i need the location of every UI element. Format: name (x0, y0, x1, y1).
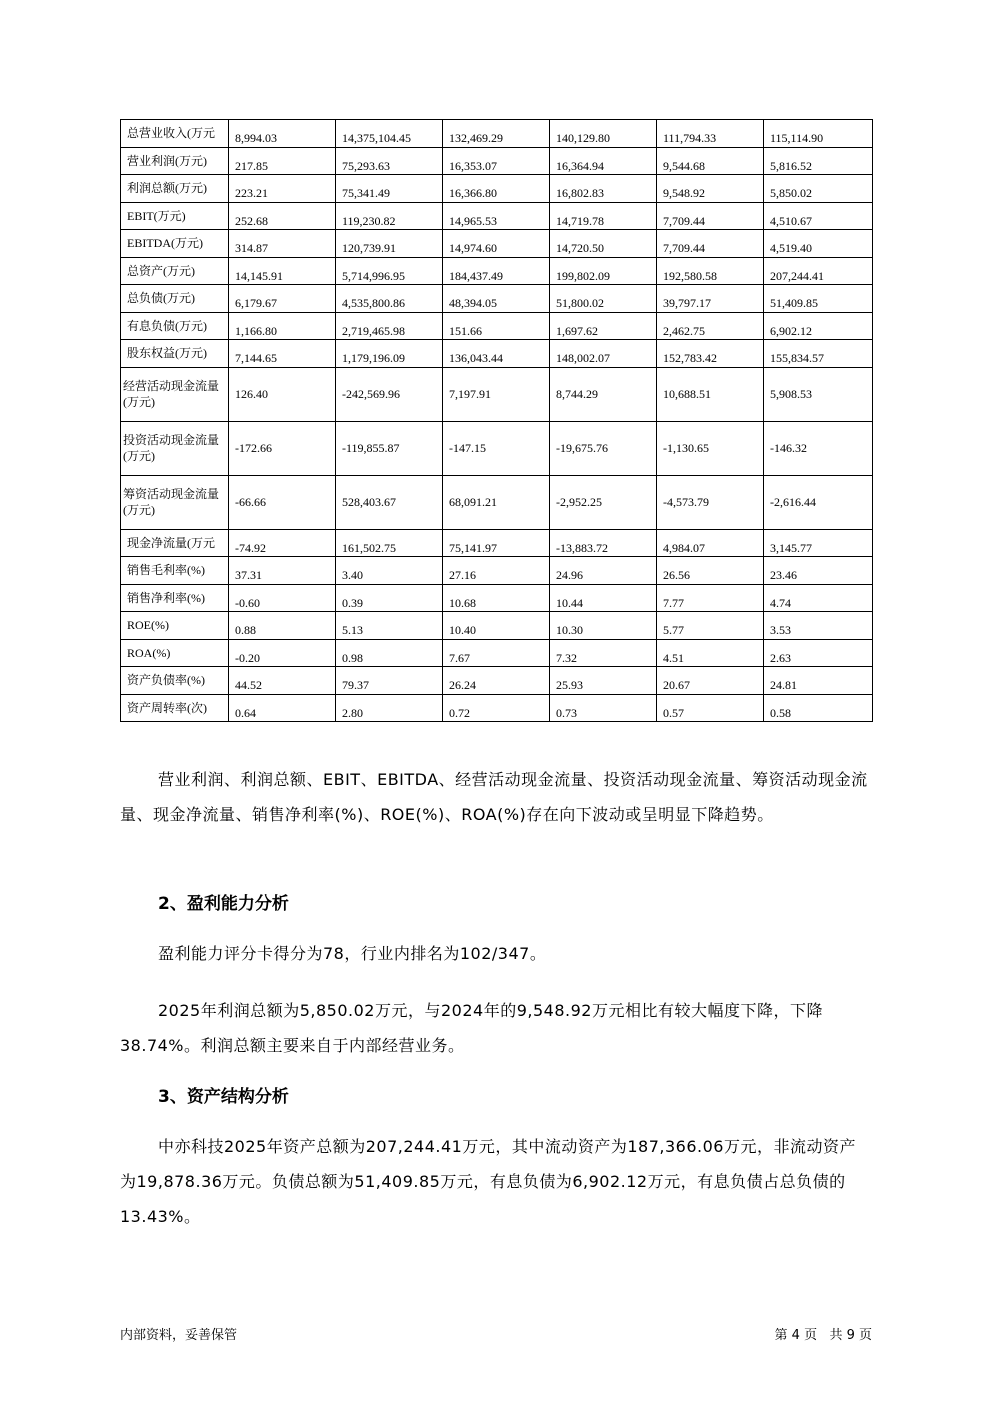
table-cell (657, 612, 764, 640)
table-row (121, 147, 873, 175)
cell-value: 140,129.80 (556, 131, 610, 146)
table-cell (229, 175, 336, 203)
table-cell (443, 340, 550, 368)
cell-value: 2,462.75 (663, 323, 705, 338)
cell-value: 126.40 (235, 387, 268, 401)
cell-value: -66.66 (235, 495, 266, 509)
row-label: 销售毛利率(%) (121, 557, 229, 585)
table-cell (657, 147, 764, 175)
table-cell (229, 230, 336, 258)
cell-value: 3,145.77 (770, 540, 812, 555)
table-cell (336, 612, 443, 640)
cell-value: 6,902.12 (770, 323, 812, 338)
table-cell (336, 257, 443, 285)
table-cell (764, 285, 873, 313)
cell-value: 75,341.49 (342, 186, 390, 201)
table-cell (657, 230, 764, 258)
table-cell (443, 312, 550, 340)
table-cell (443, 584, 550, 612)
cell-value: 14,145.91 (235, 268, 283, 283)
table-cell (550, 367, 657, 421)
cell-value: 0.88 (235, 623, 256, 638)
table-row (121, 557, 873, 585)
cell-value: 7,709.44 (663, 213, 705, 228)
table-cell (229, 639, 336, 667)
table-cell (336, 421, 443, 475)
summary-paragraph: 营业利润、利润总额、EBIT、EBITDA、经营活动现金流量、投资活动现金流量、筹资活动现金流量、现金净流量、销售净利率(%)、ROE(%)、ROA(%)存在向下波动或呈明显下降趋势。 (120, 770, 868, 824)
table-cell (764, 421, 873, 475)
cell-value: 314.87 (235, 241, 268, 256)
table-cell (443, 367, 550, 421)
cell-value: 14,965.53 (449, 213, 497, 228)
table-row (121, 475, 873, 529)
cell-value: 25.93 (556, 678, 583, 693)
table-cell (336, 529, 443, 557)
cell-value: 7.77 (663, 595, 684, 610)
cell-value: 6,179.67 (235, 296, 277, 311)
cell-value: 0.57 (663, 705, 684, 720)
cell-value: 119,230.82 (342, 213, 396, 228)
table-cell (657, 421, 764, 475)
table-cell (764, 257, 873, 285)
cell-value: -19,675.76 (556, 441, 608, 455)
cell-value: 5,816.52 (770, 158, 812, 173)
cell-value: 184,437.49 (449, 268, 503, 283)
table-cell (657, 694, 764, 722)
table-cell (336, 312, 443, 340)
cell-value: -146.32 (770, 441, 807, 455)
cell-value: 48,394.05 (449, 296, 497, 311)
table-cell (764, 230, 873, 258)
table-cell (336, 639, 443, 667)
cell-value: 8,744.29 (556, 387, 598, 401)
table-cell (550, 257, 657, 285)
cell-value: 1,697.62 (556, 323, 598, 338)
cell-value: 9,548.92 (663, 186, 705, 201)
table-cell (764, 147, 873, 175)
table-cell (229, 557, 336, 585)
table-row (121, 340, 873, 368)
cell-value: 199,802.09 (556, 268, 610, 283)
table-cell (764, 584, 873, 612)
table-cell (550, 147, 657, 175)
table-cell (336, 367, 443, 421)
table-cell (657, 639, 764, 667)
cell-value: -242,569.96 (342, 387, 400, 401)
row-label: 总营业收入(万元 (121, 120, 229, 148)
cell-value: 7.67 (449, 650, 470, 665)
table-cell (764, 475, 873, 529)
row-label: EBIT(万元) (121, 202, 229, 230)
cell-value: -119,855.87 (342, 441, 400, 455)
cell-value: 7,709.44 (663, 241, 705, 256)
table-cell (443, 202, 550, 230)
table-cell (657, 340, 764, 368)
table-cell (550, 612, 657, 640)
row-label: 筹资活动现金流量(万元) (121, 475, 229, 529)
cell-value: 4.74 (770, 595, 791, 610)
table-row (121, 529, 873, 557)
table-row (121, 421, 873, 475)
section-heading-asset-structure: 3、资产结构分析 (158, 1087, 289, 1107)
cell-value: 75,141.97 (449, 540, 497, 555)
cell-value: -0.20 (235, 650, 260, 665)
cell-value: 4,519.40 (770, 241, 812, 256)
table-row (121, 639, 873, 667)
cell-value: 10,688.51 (663, 387, 711, 401)
cell-value: 217.85 (235, 158, 268, 173)
cell-value: 14,375,104.45 (342, 131, 411, 146)
table-cell (657, 529, 764, 557)
cell-value: -172.66 (235, 441, 272, 455)
table-cell (229, 285, 336, 313)
cell-value: 5.77 (663, 623, 684, 638)
cell-value: 5,908.53 (770, 387, 812, 401)
cell-value: 0.58 (770, 705, 791, 720)
cell-value: 7.32 (556, 650, 577, 665)
cell-value: -74.92 (235, 540, 266, 555)
row-label: 销售净利率(%) (121, 584, 229, 612)
table-row (121, 612, 873, 640)
cell-value: -2,952.25 (556, 495, 602, 509)
table-cell (550, 694, 657, 722)
table-cell (550, 202, 657, 230)
cell-value: 5,714,996.95 (342, 268, 405, 283)
cell-value: 14,974.60 (449, 241, 497, 256)
table-cell (229, 257, 336, 285)
cell-value: 16,364.94 (556, 158, 604, 173)
table-cell (336, 475, 443, 529)
cell-value: 0.39 (342, 595, 363, 610)
table-cell (550, 120, 657, 148)
table-cell (336, 694, 443, 722)
table-cell (764, 694, 873, 722)
table-cell (443, 175, 550, 203)
cell-value: 207,244.41 (770, 268, 824, 283)
table-cell (229, 120, 336, 148)
asset-structure-paragraph: 中亦科技2025年资产总额为207,244.41万元，其中流动资产为187,366.06万元，非流动资产为19,878.36万元。负债总额为51,409.85万元，有息负债为6,902.12万元，有息负债占总负债的13.43%。 (120, 1137, 856, 1226)
cell-value: -4,573.79 (663, 495, 709, 509)
row-label: 营业利润(万元) (121, 147, 229, 175)
cell-value: 26.24 (449, 678, 476, 693)
cell-value: 7,197.91 (449, 387, 491, 401)
cell-value: 39,797.17 (663, 296, 711, 311)
table-cell (764, 175, 873, 203)
row-label: 股东权益(万元) (121, 340, 229, 368)
table-cell (443, 285, 550, 313)
table-cell (657, 667, 764, 695)
cell-value: 79.37 (342, 678, 369, 693)
table-cell (657, 557, 764, 585)
cell-value: 16,366.80 (449, 186, 497, 201)
cell-value: 44.52 (235, 678, 262, 693)
table-cell (229, 367, 336, 421)
table-cell (443, 667, 550, 695)
cell-value: 27.16 (449, 568, 476, 583)
table-cell (550, 475, 657, 529)
cell-value: 24.96 (556, 568, 583, 583)
cell-value: 4,535,800.86 (342, 296, 405, 311)
table-cell (764, 529, 873, 557)
table-cell (550, 340, 657, 368)
cell-value: 1,179,196.09 (342, 351, 405, 366)
cell-value: 151.66 (449, 323, 482, 338)
table-row (121, 667, 873, 695)
table-cell (657, 475, 764, 529)
cell-value: 68,091.21 (449, 495, 497, 509)
table-cell (764, 639, 873, 667)
table-row (121, 120, 873, 148)
cell-value: 3.53 (770, 623, 791, 638)
cell-value: 252.68 (235, 213, 268, 228)
table-cell (764, 557, 873, 585)
table-cell (229, 421, 336, 475)
table-cell (336, 557, 443, 585)
row-label: 利润总额(万元) (121, 175, 229, 203)
table-cell (336, 230, 443, 258)
row-label: 现金净流量(万元 (121, 529, 229, 557)
table-row (121, 175, 873, 203)
financial-table-body (121, 120, 873, 722)
row-label: 经营活动现金流量(万元) (121, 367, 229, 421)
cell-value: 0.72 (449, 705, 470, 720)
table-row (121, 285, 873, 313)
table-cell (443, 612, 550, 640)
cell-value: 20.67 (663, 678, 690, 693)
table-cell (229, 529, 336, 557)
table-cell (229, 694, 336, 722)
cell-value: 161,502.75 (342, 540, 396, 555)
cell-value: 8,994.03 (235, 131, 277, 146)
cell-value: 16,802.83 (556, 186, 604, 201)
table-cell (336, 584, 443, 612)
cell-value: 2,719,465.98 (342, 323, 405, 338)
table-row (121, 694, 873, 722)
table-cell (229, 667, 336, 695)
table-cell (336, 120, 443, 148)
table-cell (443, 147, 550, 175)
table-cell (550, 421, 657, 475)
cell-value: 51,800.02 (556, 296, 604, 311)
table-cell (229, 612, 336, 640)
cell-value: 10.40 (449, 623, 476, 638)
row-label: 有息负债(万元) (121, 312, 229, 340)
cell-value: 4,984.07 (663, 540, 705, 555)
cell-value: 4,510.67 (770, 213, 812, 228)
row-label: EBITDA(万元) (121, 230, 229, 258)
footer-page-number: 第 4 页 共 9 页 (774, 1328, 872, 1343)
cell-value: 0.64 (235, 705, 256, 720)
cell-value: 115,114.90 (770, 131, 824, 146)
cell-value: 37.31 (235, 568, 262, 583)
row-label: 投资活动现金流量(万元) (121, 421, 229, 475)
cell-value: -13,883.72 (556, 540, 608, 555)
table-cell (657, 202, 764, 230)
section-heading-profitability: 2、盈利能力分析 (158, 894, 289, 914)
cell-value: 3.40 (342, 568, 363, 583)
table-cell (229, 202, 336, 230)
cell-value: 528,403.67 (342, 495, 396, 509)
profitability-score-paragraph: 盈利能力评分卡得分为78，行业内排名为102/347。 (158, 944, 547, 963)
cell-value: 10.68 (449, 595, 476, 610)
table-cell (443, 639, 550, 667)
table-cell (657, 120, 764, 148)
cell-value: 10.44 (556, 595, 583, 610)
table-cell (764, 202, 873, 230)
row-label: 总负债(万元) (121, 285, 229, 313)
table-cell (336, 340, 443, 368)
cell-value: 0.73 (556, 705, 577, 720)
cell-value: 155,834.57 (770, 351, 824, 366)
cell-value: 120,739.91 (342, 241, 396, 256)
cell-value: 152,783.42 (663, 351, 717, 366)
table-cell (550, 639, 657, 667)
cell-value: 223.21 (235, 186, 268, 201)
table-cell (550, 175, 657, 203)
table-cell (229, 584, 336, 612)
cell-value: -147.15 (449, 441, 486, 455)
table-row (121, 584, 873, 612)
row-label: ROE(%) (121, 612, 229, 640)
financial-table (120, 119, 873, 722)
table-cell (443, 475, 550, 529)
table-cell (443, 557, 550, 585)
row-label: 资产负债率(%) (121, 667, 229, 695)
table-cell (443, 120, 550, 148)
table-cell (229, 340, 336, 368)
table-cell (764, 612, 873, 640)
cell-value: -1,130.65 (663, 441, 709, 455)
table-cell (229, 312, 336, 340)
cell-value: 23.46 (770, 568, 797, 583)
cell-value: -2,616.44 (770, 495, 816, 509)
cell-value: 14,719.78 (556, 213, 604, 228)
table-cell (336, 202, 443, 230)
table-row (121, 257, 873, 285)
cell-value: 10.30 (556, 623, 583, 638)
cell-value: 2.80 (342, 705, 363, 720)
table-cell (550, 312, 657, 340)
table-cell (336, 285, 443, 313)
table-cell (550, 584, 657, 612)
table-cell (764, 367, 873, 421)
table-cell (443, 230, 550, 258)
table-cell (764, 340, 873, 368)
cell-value: 9,544.68 (663, 158, 705, 173)
table-cell (657, 285, 764, 313)
table-cell (550, 667, 657, 695)
table-cell (336, 667, 443, 695)
table-cell (443, 257, 550, 285)
table-cell (657, 175, 764, 203)
table-cell (550, 557, 657, 585)
table-cell (443, 694, 550, 722)
table-cell (657, 584, 764, 612)
cell-value: 51,409.85 (770, 296, 818, 311)
table-row (121, 202, 873, 230)
table-row (121, 367, 873, 421)
cell-value: 136,043.44 (449, 351, 503, 366)
cell-value: 7,144.65 (235, 351, 277, 366)
row-label: 总资产(万元) (121, 257, 229, 285)
table-cell (657, 367, 764, 421)
table-cell (657, 257, 764, 285)
table-cell (443, 421, 550, 475)
table-cell (336, 147, 443, 175)
cell-value: 75,293.63 (342, 158, 390, 173)
cell-value: 0.98 (342, 650, 363, 665)
table-cell (443, 529, 550, 557)
table-cell (229, 147, 336, 175)
table-cell (764, 312, 873, 340)
cell-value: 16,353.07 (449, 158, 497, 173)
profit-total-paragraph: 2025年利润总额为5,850.02万元，与2024年的9,548.92万元相比有较大幅度下降，下降38.74%。利润总额主要来自于内部经营业务。 (120, 1001, 823, 1055)
table-cell (657, 312, 764, 340)
cell-value: 111,794.33 (663, 131, 717, 146)
table-cell (550, 529, 657, 557)
footer-confidential-note: 内部资料，妥善保管 (120, 1328, 238, 1343)
table-row (121, 312, 873, 340)
row-label: ROA(%) (121, 639, 229, 667)
table-cell (764, 667, 873, 695)
cell-value: 5,850.02 (770, 186, 812, 201)
table-cell (550, 230, 657, 258)
cell-value: 14,720.50 (556, 241, 604, 256)
table-cell (764, 120, 873, 148)
cell-value: 148,002.07 (556, 351, 610, 366)
cell-value: 132,469.29 (449, 131, 503, 146)
cell-value: 2.63 (770, 650, 791, 665)
cell-value: -0.60 (235, 595, 260, 610)
cell-value: 26.56 (663, 568, 690, 583)
cell-value: 1,166.80 (235, 323, 277, 338)
cell-value: 5.13 (342, 623, 363, 638)
table-cell (550, 285, 657, 313)
table-cell (229, 475, 336, 529)
cell-value: 192,580.58 (663, 268, 717, 283)
row-label: 资产周转率(次) (121, 694, 229, 722)
table-row (121, 230, 873, 258)
cell-value: 4.51 (663, 650, 684, 665)
table-cell (336, 175, 443, 203)
cell-value: 24.81 (770, 678, 797, 693)
